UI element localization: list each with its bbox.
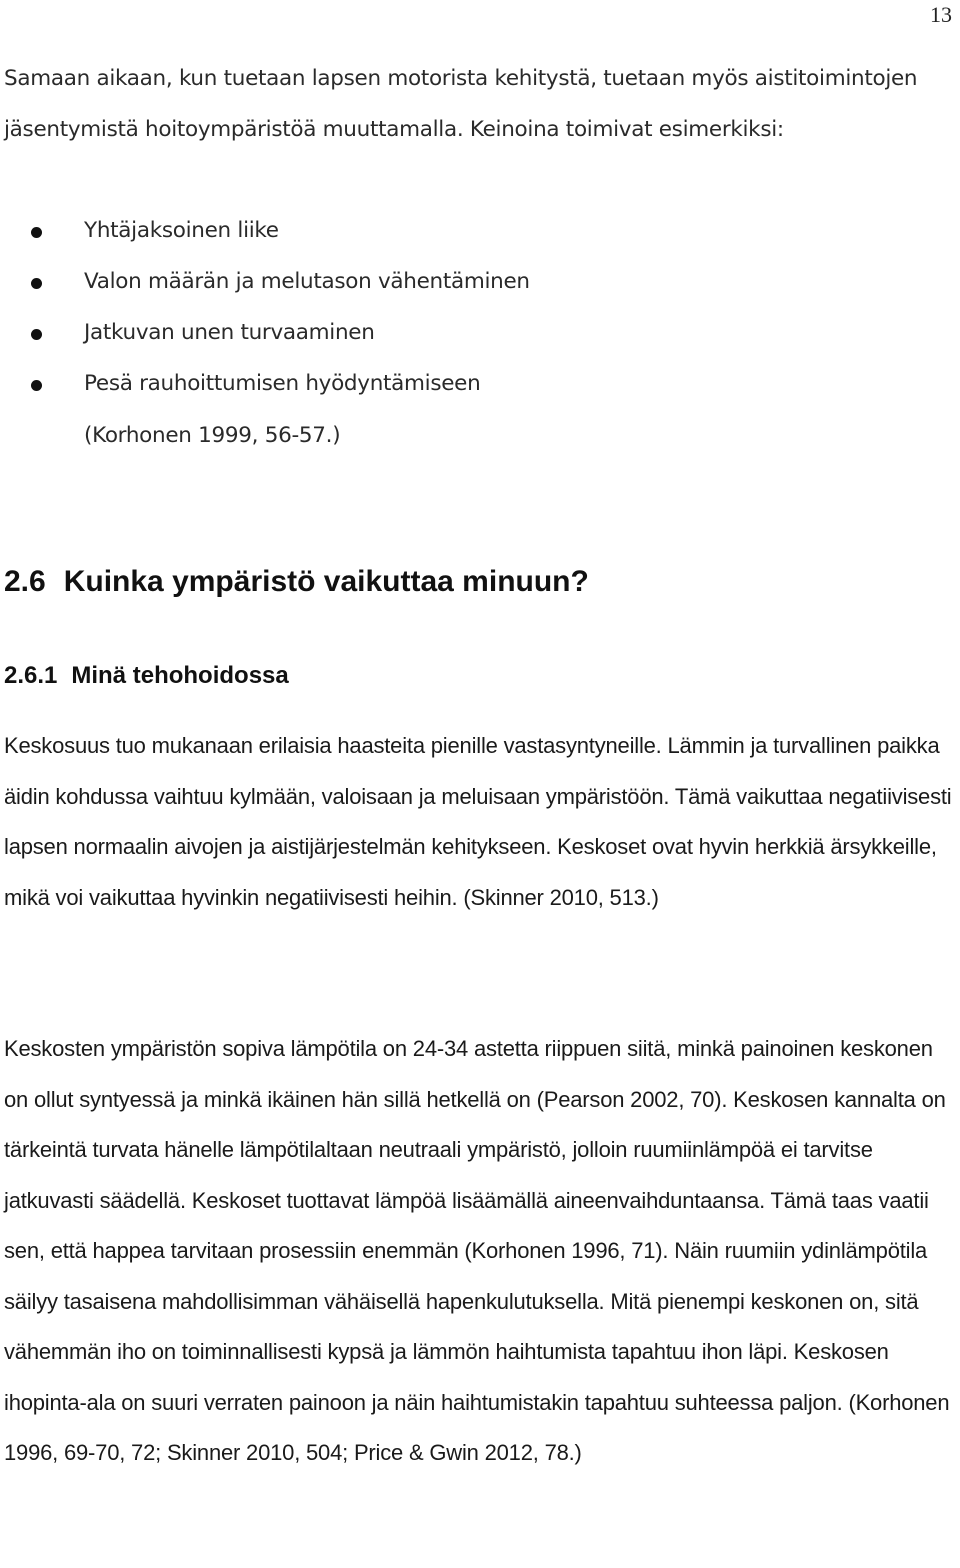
bullet-icon — [31, 380, 42, 391]
citation: (Korhonen 1999, 56-57.) — [84, 423, 341, 448]
list-item — [4, 205, 954, 256]
list-item — [4, 307, 954, 358]
page-number: 13 — [930, 2, 952, 27]
bullet-icon — [31, 329, 42, 340]
bullet-icon — [31, 227, 42, 238]
bullet-list — [4, 205, 954, 409]
list-item-text: Valon määrän ja melutason vähentäminen — [84, 269, 530, 294]
list-item-text: Jatkuvan unen turvaaminen — [84, 320, 375, 345]
section-title: Kuinka ympäristö vaikuttaa minuun? — [63, 565, 589, 598]
subsection-title: Minä tehohoidossa — [71, 662, 289, 689]
list-item — [4, 256, 954, 307]
list-item-text: Yhtäjaksoinen liike — [84, 218, 279, 243]
intro-paragraph: Samaan aikaan, kun tuetaan lapsen motorista kehitystä, tuetaan myös aistitoimintojen jäsentymistä hoitoympäristöä muuttamalla. Keinoina toimivat esimerkiksi: — [4, 66, 918, 142]
section-heading — [4, 565, 589, 599]
list-item-text: Pesä rauhoittumisen hyödyntämiseen — [84, 371, 481, 396]
list-item — [4, 358, 954, 409]
subsection-heading — [4, 662, 289, 690]
body-paragraph: Keskosuus tuo mukanaan erilaisia haasteita pienille vastasyntyneille. Lämmin ja turvallinen paikka äidin kohdussa vaihtuu kylmään, valoisaan ja meluisaan ympäristöön. Tämä vaikuttaa negatiivisesti lapsen normaalin aivojen ja aistijärjestelmän kehitykseen. Keskoset ovat hyvin herkkiä ärsykkeille, mikä voi vaikuttaa hyvinkin negatiivisesti heihin. (Skinner 2010, 513.) — [4, 733, 952, 910]
bullet-icon — [31, 278, 42, 289]
subsection-number: 2.6.1 — [4, 662, 58, 689]
body-paragraph: Keskosten ympäristön sopiva lämpötila on 24-34 astetta riippuen siitä, minkä painoinen keskonen on ollut syntyessä ja minkä ikäinen hän sillä hetkellä on (Pearson 2002, 70). Keskosen kannalta on tärkeintä turvata hänelle lämpötilaltaan neutraali ympäristö, jolloin ruumiinlämpöä ei tarvitse jatkuvasti säädellä. Keskoset tuottavat lämpöä lisäämällä aineenvaihduntaansa. Tämä taas vaatii sen, että happea tarvitaan prosessiin enemmän (Korhonen 1996, 71). Näin ruumiin ydinlämpötila säilyy tasaisena mahdollisimman vähäisellä hapenkulutuksella. Mitä pienempi keskonen on, sitä vähemmän iho on toiminnallisesti kypsä ja lämmön haihtumista tapahtuu ihon läpi. Keskosen ihopinta-ala on suuri verraten painoon ja näin haihtumistakin tapahtuu suhteessa paljon. (Korhonen 1996, 69-70, 72; Skinner 2010, 504; Price & Gwin 2012, 78.) — [4, 1036, 950, 1465]
section-number: 2.6 — [4, 565, 46, 598]
